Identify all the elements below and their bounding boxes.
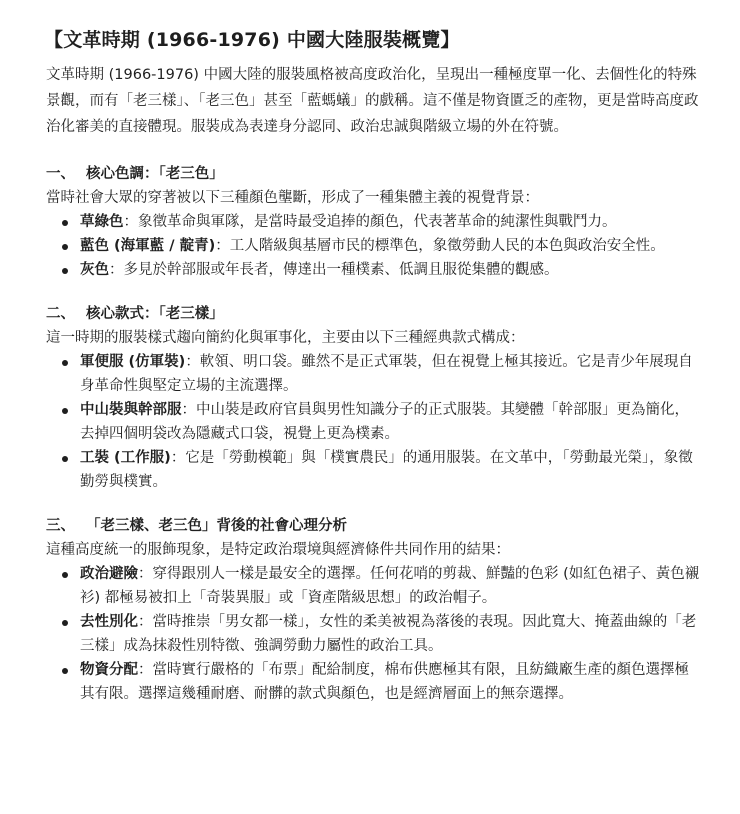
bullet-list [46,210,700,282]
section-number: 二、 [46,306,75,322]
list-item [46,610,700,658]
bullet-list [46,350,700,494]
bullet-dot-icon [62,668,68,674]
bullet-dot-icon [62,244,68,250]
item-term: 物資分配 [80,662,138,678]
item-text: ：穿得跟別人一樣是最安全的選擇。任何花哨的剪裁、鮮豔的色彩 (如紅色裙子、黃色襯衫) 都極易被扣上「奇裝異服」或「資產階級思想」的政治帽子。 [80,566,700,606]
section-core-styles [46,302,700,494]
section-number: 三、 [46,518,75,534]
item-term: 去性別化 [80,614,138,630]
bullet-dot-icon [62,572,68,578]
item-text: ：當時實行嚴格的「布票」配給制度，棉布供應極其有限，且紡織廠生產的顏色選擇極其有限。選擇這幾種耐磨、耐髒的款式與顏色，也是經濟層面上的無奈選擇。 [80,662,689,702]
item-term: 軍便服 (仿軍裝) [80,354,186,370]
item-text: ：軟領、明口袋。雖然不是正式軍裝，但在視覺上極其接近。它是青少年展現自身革命性與堅定立場的主流選擇。 [80,354,693,394]
item-text: ：它是「勞動模範」與「樸實農民」的通用服裝。在文革中，「勞動最光榮」，象徵勤勞與樸實。 [80,450,693,490]
document-title: 【文革時期 (1966-1976) 中國大陸服裝概覽】 [44,29,460,51]
section-heading [46,514,700,538]
section-heading-text: 核心款式：「老三樣」 [86,306,224,322]
item-term: 工裝 (工作服) [80,450,171,466]
section-description: 當時社會大眾的穿著被以下三種顏色壟斷，形成了一種集體主義的視覺背景： [46,190,539,206]
bullet-dot-icon [62,620,68,626]
section-heading [46,302,700,326]
item-text: ：當時推崇「男女都一樣」，女性的柔美被視為落後的表現。因此寬大、掩蓋曲線的「老三樣」成為抹殺性別特徵、強調勞動力屬性的政治工具。 [80,614,697,654]
list-item [46,234,700,258]
section-heading [46,162,700,186]
bullet-dot-icon [62,456,68,462]
section-core-colors [46,162,700,282]
list-item [46,258,700,282]
item-text: ：象徵革命與軍隊，是當時最受追捧的顏色，代表著革命的純潔性與戰鬥力。 [123,214,617,230]
bullet-dot-icon [62,408,68,414]
section-description: 這種高度統一的服飾現象，是特定政治環境與經濟條件共同作用的結果： [46,542,510,558]
item-term: 灰色 [80,262,109,278]
list-item [46,398,700,446]
bullet-dot-icon [62,360,68,366]
section-social-analysis [46,514,700,706]
list-item [46,562,700,610]
bullet-dot-icon [62,268,68,274]
list-item [46,658,700,706]
list-item [46,446,700,494]
bullet-list [46,562,700,706]
item-text: ：工人階級與基層市民的標準色，象徵勞動人民的本色與政治安全性。 [215,238,665,254]
item-term: 中山裝與幹部服 [80,402,182,418]
item-term: 藍色 (海軍藍 / 靛青) [80,238,216,254]
item-text: ：中山裝是政府官員與男性知識分子的正式服裝。其變體「幹部服」更為簡化，去掉四個明袋改為隱藏式口袋，視覺上更為樸素。 [80,402,689,442]
item-term: 草綠色 [80,214,124,230]
section-heading-text: 「老三樣、老三色」背後的社會心理分析 [86,518,347,534]
list-item [46,210,700,234]
section-number: 一、 [46,166,75,182]
section-heading-text: 核心色調：「老三色」 [86,166,224,182]
bullet-dot-icon [62,220,68,226]
intro-paragraph: 文革時期 (1966-1976) 中國大陸的服裝風格被高度政治化，呈現出一種極度單一化、去個性化的特殊景觀，而有「老三樣」、「老三色」甚至「藍螞蟻」的戲稱。這不僅是物資匱乏的產物，更是當時高度政治化審美的直接體現。服裝成為表達身分認同、政治忠誠與階級立場的外在符號。 [46,67,699,135]
list-item [46,350,700,398]
item-term: 政治避險 [80,566,138,582]
item-text: ：多見於幹部服或年長者，傳達出一種樸素、低調且服從集體的觀感。 [109,262,559,278]
section-description: 這一時期的服裝樣式趨向簡約化與軍事化，主要由以下三種經典款式構成： [46,330,525,346]
